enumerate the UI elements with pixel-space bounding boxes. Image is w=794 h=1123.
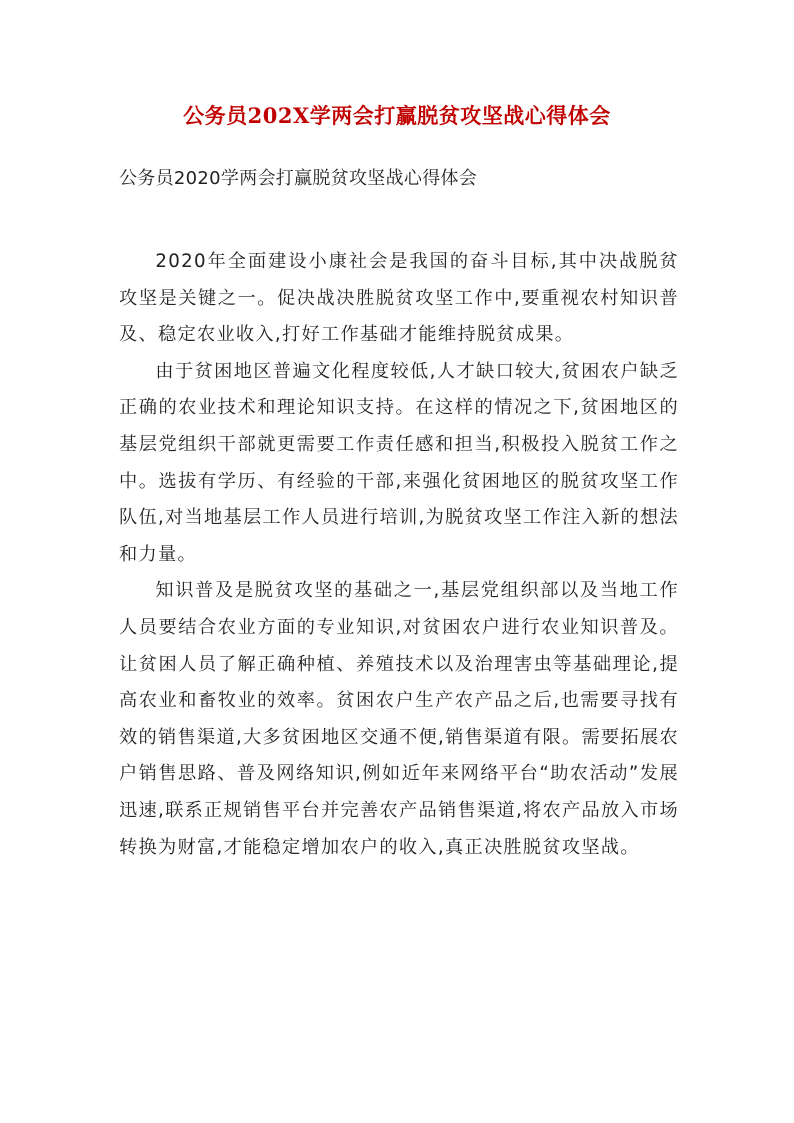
body-paragraph: 2020年全面建设小康社会是我国的奋斗目标,其中决战脱贫攻坚是关键之一。促决战决胜脱贫攻坚工作中,要重视农村知识普及、稳定农业收入,打好工作基础才能维持脱贫成果。 (119, 251, 679, 346)
document-subtitle: 公务员2020学两会打赢脱贫攻坚战心得体会 (119, 168, 478, 189)
body-paragraph: 由于贫困地区普遍文化程度较低,人才缺口较大,贫困农户缺乏正确的农业技术和理论知识支持。在这样的情况之下,贫困地区的基层党组织干部就更需要工作责任感和担当,积极投入脱贫工作之中。选拔有学历、有经验的干部,来强化贫困地区的脱贫攻坚工作队伍,对当地基层工作人员进行培训,为脱贫攻坚工作注入新的想法和力量。 (119, 360, 679, 565)
document-body (119, 244, 679, 866)
body-paragraph: 知识普及是脱贫攻坚的基础之一,基层党组织部以及当地工作人员要结合农业方面的专业知识,对贫困农户进行农业知识普及。让贫困人员了解正确种植、养殖技术以及治理害虫等基础理论,提高农业和畜牧业的效率。贫困农户生产农产品之后,也需要寻找有效的销售渠道,大多贫困地区交通不便,销售渠道有限。需要拓展农户销售思路、普及网络知识,例如近年来网络平台“助农活动”发展迅速,联系正规销售平台并完善农产品销售渠道,将农产品放入市场转换为财富,才能稳定增加农户的收入,真正决胜脱贫攻坚战。 (119, 580, 679, 858)
document-title: 公务员202X学两会打赢脱贫攻坚战心得体会 (183, 103, 611, 128)
